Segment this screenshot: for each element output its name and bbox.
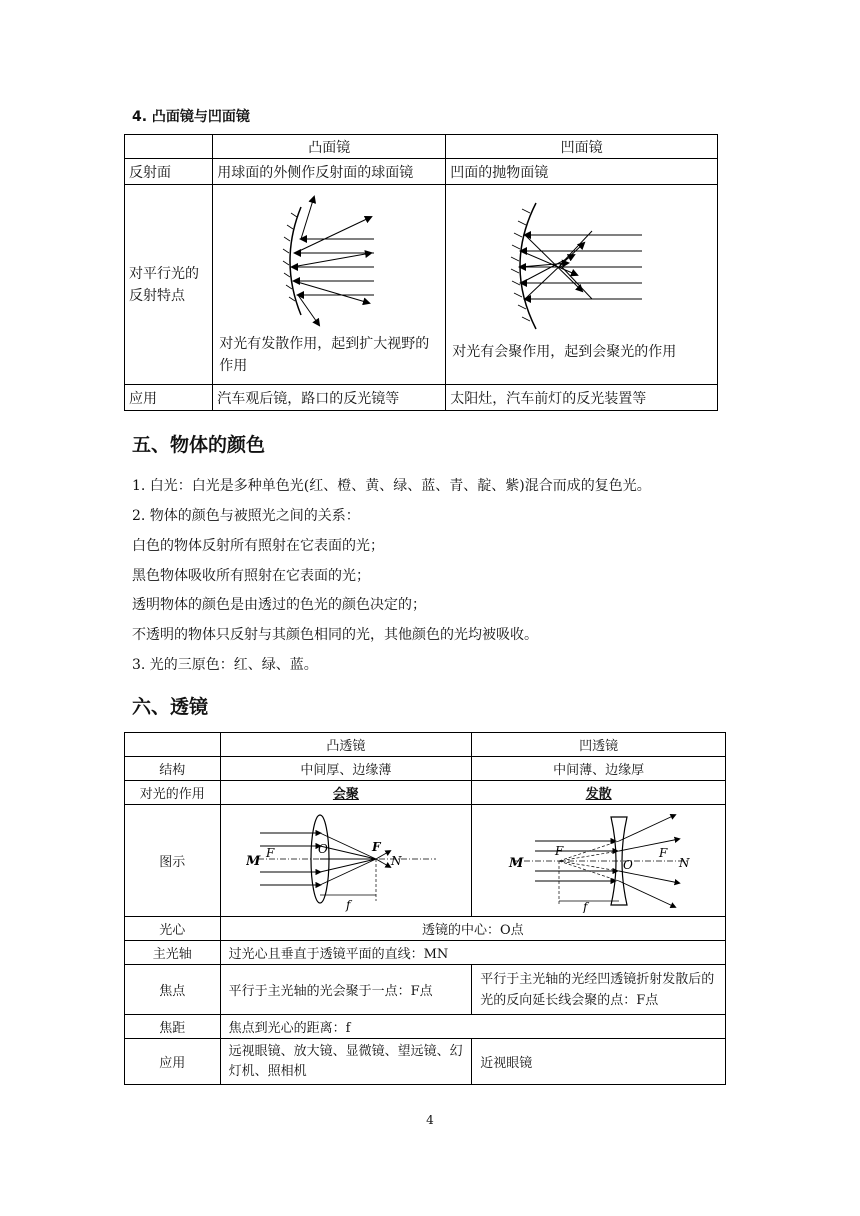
convex-use-cell: 汽车观后镜，路口的反光镜等 xyxy=(213,385,446,411)
concave-effect-text: 发散 xyxy=(585,787,612,802)
label-n: N xyxy=(678,855,690,870)
color-paragraph: 2. 物体的颜色与被照光之间的关系： xyxy=(132,508,360,524)
label-focal-length: f xyxy=(345,897,351,912)
convex-lens-diagram xyxy=(246,809,446,913)
col-header-convex-lens: 凸透镜 xyxy=(220,733,472,757)
label-f-right: F xyxy=(371,839,381,854)
convex-lens-diagram-cell xyxy=(220,805,472,917)
concave-mirror-diagram xyxy=(452,191,692,341)
col-header-concave-mirror: 凹面镜 xyxy=(446,135,718,159)
lens-table xyxy=(124,732,726,1085)
row-label-lens-use: 应用 xyxy=(125,1039,221,1085)
convex-structure-cell: 中间厚、边缘薄 xyxy=(220,757,472,781)
section6-title: 六、透镜 xyxy=(132,696,209,718)
label-focal-length: f xyxy=(582,899,588,913)
table-cell-empty xyxy=(125,733,221,757)
convex-lens-use-cell: 远视眼镜、放大镜、显微镜、望远镜、幻灯机、照相机 xyxy=(220,1039,472,1085)
mirror-table xyxy=(124,134,718,411)
concave-surface-cell: 凹面的抛物面镜 xyxy=(446,159,718,185)
convex-mirror-effect: 对光有发散作用，起到扩大视野的作用 xyxy=(219,336,430,374)
row-label-optical-center: 光心 xyxy=(125,917,221,941)
color-paragraph: 3. 光的三原色：红、绿、蓝。 xyxy=(132,657,318,673)
color-paragraph: 不透明的物体只反射与其颜色相同的光，其他颜色的光均被吸收。 xyxy=(132,627,538,643)
col-header-convex-mirror: 凸面镜 xyxy=(213,135,446,159)
label-m: M xyxy=(508,855,524,871)
concave-use-cell: 太阳灶，汽车前灯的反光装置等 xyxy=(446,385,718,411)
page-number: 4 xyxy=(426,1113,434,1127)
col-header-concave-lens: 凹透镜 xyxy=(472,733,726,757)
color-paragraph: 1. 白光：白光是多种单色光(红、橙、黄、绿、蓝、青、靛、紫)混合而成的复色光。 xyxy=(132,478,651,494)
label-o: O xyxy=(622,857,633,872)
row-label-diagram: 图示 xyxy=(125,805,221,917)
concave-mirror-effect: 对光有会聚作用，起到会聚光的作用 xyxy=(452,344,677,360)
table-cell-empty xyxy=(125,135,213,159)
label-f-left: F xyxy=(554,843,563,858)
row-label-structure: 结构 xyxy=(125,757,221,781)
row-label-focus: 焦点 xyxy=(125,965,221,1015)
optical-center-cell: 透镜的中心：O点 xyxy=(220,917,725,941)
section5-title: 五、物体的颜色 xyxy=(132,434,266,456)
row-label-use: 应用 xyxy=(125,385,213,411)
label-n: N xyxy=(390,853,402,868)
concave-mirror-cell xyxy=(446,185,718,385)
focal-length-cell: 焦点到光心的距离：f xyxy=(220,1015,725,1039)
color-paragraph: 黑色物体吸收所有照射在它表面的光； xyxy=(132,568,370,584)
label-o: O xyxy=(317,841,328,856)
convex-focus-cell: 平行于主光轴的光会聚于一点：F点 xyxy=(220,965,472,1015)
color-paragraph: 透明物体的颜色是由透过的色光的颜色决定的； xyxy=(132,597,426,613)
label-f-right: F xyxy=(658,845,667,860)
main-axis-cell: 过光心且垂直于透镜平面的直线：MN xyxy=(220,941,725,965)
concave-lens-diagram xyxy=(499,809,699,913)
convex-surface-cell: 用球面的外侧作反射面的球面镜 xyxy=(213,159,446,185)
label-m: M xyxy=(245,853,261,869)
color-paragraph: 白色的物体反射所有照射在它表面的光； xyxy=(132,538,384,554)
concave-structure-cell: 中间薄、边缘厚 xyxy=(472,757,726,781)
row-label-focal-length: 焦距 xyxy=(125,1015,221,1039)
convex-mirror-cell xyxy=(213,185,446,385)
concave-lens-use-cell: 近视眼镜 xyxy=(472,1039,726,1085)
row-label-main-axis: 主光轴 xyxy=(125,941,221,965)
concave-focus-cell: 平行于主光轴的光经凹透镜折射发散后的光的反向延长线会聚的点：F点 xyxy=(472,965,726,1015)
convex-mirror-diagram xyxy=(219,191,439,331)
label-f-left: F xyxy=(265,845,275,860)
section4-title: 4. 凸面镜与凹面镜 xyxy=(132,109,250,125)
row-label-effect: 对光的作用 xyxy=(125,781,221,805)
concave-lens-diagram-cell xyxy=(472,805,726,917)
row-label-parallel: 对平行光的反射特点 xyxy=(125,185,213,385)
row-label-surface: 反射面 xyxy=(125,159,213,185)
convex-effect-text: 会聚 xyxy=(332,787,359,802)
